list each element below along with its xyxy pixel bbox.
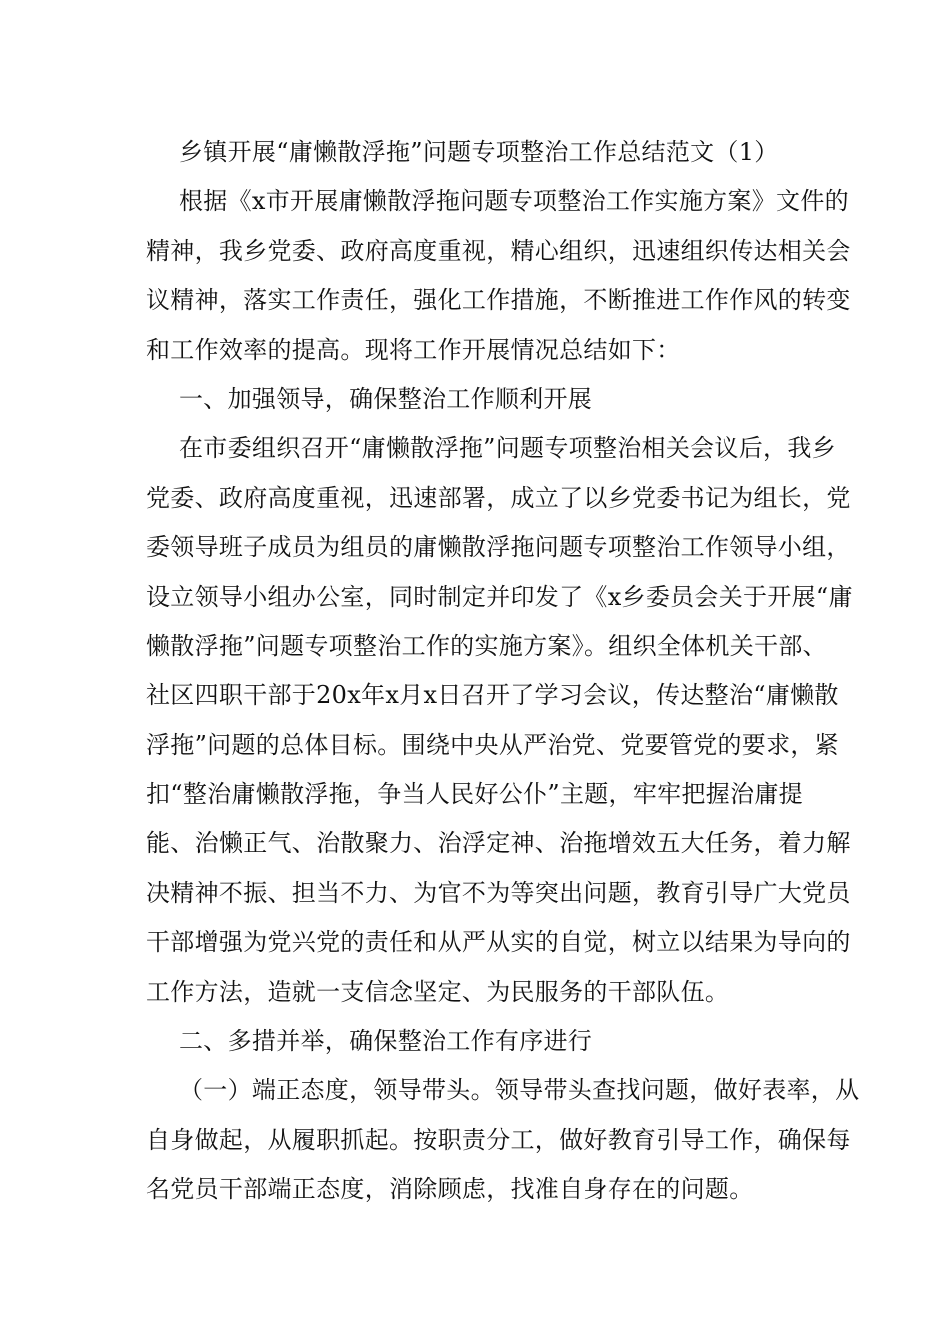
section-heading-1: [146, 375, 806, 424]
paragraph-line: （一）端正态度，领导带头。领导带头查找问题，做好表率，从: [179, 1076, 860, 1105]
paragraph-line: 扣“整治庸懒散浮拖，争当人民好公仆”主题，牢牢把握治庸提: [146, 780, 803, 809]
paragraph-line: 委领导班子成员为组员的庸懒散浮拖问题专项整治工作领导小组，: [146, 533, 851, 562]
paragraph-line: 在市委组织召开“庸懒散浮拖”问题专项整治相关会议后，我乡: [179, 434, 836, 463]
paragraph-line: 和工作效率的提高。现将工作开展情况总结如下：: [146, 335, 681, 364]
paragraph-line: 精神，我乡党委、政府高度重视，精心组织，迅速组织传达相关会: [146, 236, 851, 265]
paragraph-line: 决精神不振、担当不力、为官不为等突出问题，教育引导广大党员: [146, 878, 851, 907]
paragraph-line: 设立领导小组办公室，同时制定并印发了《x乡委员会关于开展“庸: [146, 582, 853, 611]
paragraph-line: 能、治懒正气、治散聚力、治浮定神、治拖增效五大任务，着力解: [146, 829, 851, 858]
paragraph-line: 浮拖”问题的总体目标。围绕中央从严治党、党要管党的要求，紧: [146, 730, 839, 759]
subsection-1-paragraph: [146, 1066, 860, 1214]
paragraph-line: 社区四职干部于20x年x月x日召开了学习会议，传达整治“庸懒散: [146, 681, 839, 710]
section-heading-2: [146, 1017, 806, 1066]
paragraph-line: 自身做起，从履职抓起。按职责分工，做好教育引导工作，确保每: [146, 1125, 851, 1154]
paragraph-line: 干部增强为党兴党的责任和从严从实的自觉，树立以结果为导向的: [146, 928, 851, 957]
intro-paragraph: [146, 177, 851, 375]
paragraph-line: 议精神，落实工作责任，强化工作措施，不断推进工作作风的转变: [146, 286, 851, 315]
paragraph-line: 党委、政府高度重视，迅速部署，成立了以乡党委书记为组长，党: [146, 483, 851, 512]
document-page: [146, 128, 860, 1215]
paragraph-line: 懒散浮拖”问题专项整治工作的实施方案》。组织全体机关干部、: [146, 631, 827, 660]
section-1-paragraph: [146, 424, 853, 1017]
paragraph-line: 根据《x市开展庸懒散浮拖问题专项整治工作实施方案》文件的: [179, 187, 849, 216]
section-heading: 二、多措并举，确保整治工作有序进行: [179, 1027, 593, 1056]
section-heading: 一、加强领导，确保整治工作顺利开展: [179, 384, 593, 413]
paragraph-line: 工作方法，造就一支信念坚定、为民服务的干部队伍。: [146, 977, 730, 1006]
paragraph-line: 名党员干部端正态度，消除顾虑，找准自身存在的问题。: [146, 1175, 754, 1204]
document-title: 乡镇开展“庸懒散浮拖”问题专项整治工作总结范文（1）: [179, 138, 779, 166]
